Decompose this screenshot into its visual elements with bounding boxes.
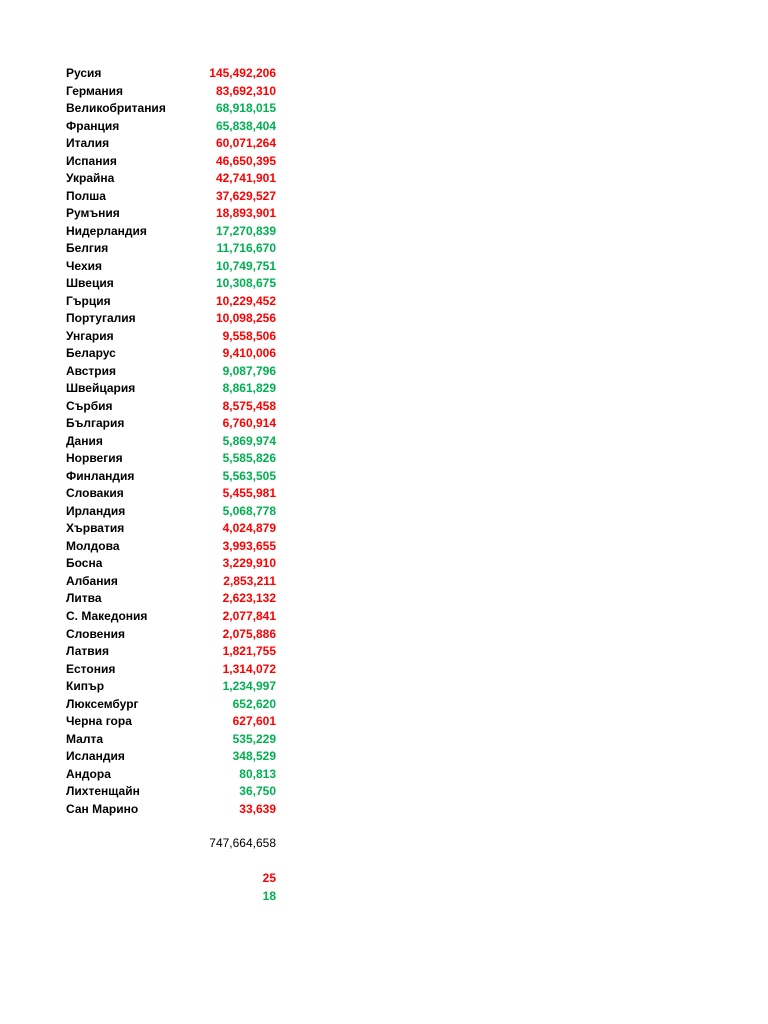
table-row — [66, 783, 276, 801]
table-row — [66, 748, 276, 766]
country-name: Словакия — [66, 486, 124, 501]
population-value: 1,234,997 — [222, 679, 276, 694]
population-value: 3,229,910 — [222, 556, 276, 571]
population-value: 2,075,886 — [222, 626, 276, 641]
country-name: България — [66, 416, 125, 431]
red-count: 25 — [262, 871, 276, 885]
country-name: Нидерландия — [66, 223, 147, 238]
country-name: Норвегия — [66, 451, 123, 466]
table-row — [66, 223, 276, 241]
population-value: 627,601 — [232, 714, 276, 729]
population-value: 11,716,670 — [216, 241, 276, 256]
table-row — [66, 468, 276, 486]
table-row — [66, 590, 276, 608]
population-value: 10,229,452 — [215, 293, 276, 308]
table-row — [66, 135, 276, 153]
population-value: 5,068,778 — [222, 503, 276, 518]
country-name: Словения — [66, 626, 125, 641]
table-row — [66, 661, 276, 679]
population-value: 65,838,404 — [215, 118, 276, 133]
country-name: Австрия — [66, 363, 117, 378]
country-name: Андора — [66, 766, 111, 781]
table-row — [66, 450, 276, 468]
table-row — [66, 520, 276, 538]
population-value: 5,585,826 — [222, 451, 276, 466]
country-name: Черна гора — [66, 714, 132, 729]
population-value: 2,853,211 — [223, 573, 276, 588]
population-value: 60,071,264 — [215, 136, 276, 151]
population-value: 1,821,755 — [222, 644, 276, 659]
table-row — [66, 503, 276, 521]
population-value: 3,993,655 — [222, 538, 276, 553]
country-name: Франция — [66, 118, 120, 133]
population-value: 68,918,015 — [215, 101, 276, 116]
population-value: 46,650,395 — [215, 153, 276, 168]
population-value: 8,575,458 — [222, 398, 276, 413]
country-name: Испания — [66, 153, 117, 168]
table-row — [66, 485, 276, 503]
country-name: Кипър — [66, 679, 105, 694]
table-row — [66, 258, 276, 276]
country-name: Литва — [66, 591, 102, 606]
table-row — [66, 100, 276, 118]
color-counts — [66, 870, 276, 905]
population-value: 652,620 — [232, 696, 276, 711]
table-row — [66, 573, 276, 591]
table-row — [66, 608, 276, 626]
country-name: Малта — [66, 731, 103, 746]
table-row — [66, 380, 276, 398]
country-name: Люксембург — [66, 696, 139, 711]
table-row — [66, 328, 276, 346]
population-total: 747,664,658 — [209, 836, 276, 850]
table-row — [66, 118, 276, 136]
country-name: Естония — [66, 661, 116, 676]
table-row — [66, 240, 276, 258]
population-value: 6,760,914 — [222, 416, 276, 431]
population-value: 5,455,981 — [222, 486, 276, 501]
country-name: С. Македония — [66, 608, 148, 623]
table-row — [66, 678, 276, 696]
population-value: 145,492,206 — [209, 66, 276, 80]
table-row — [66, 731, 276, 749]
country-name: Беларус — [66, 346, 116, 361]
country-name: Чехия — [66, 258, 102, 273]
table-row — [66, 363, 276, 381]
population-value: 8,861,829 — [222, 381, 276, 396]
table-row — [66, 433, 276, 451]
country-name: Финландия — [66, 468, 135, 483]
table-row — [66, 801, 276, 819]
country-name: Германия — [66, 83, 124, 98]
country-name: Великобритания — [66, 101, 166, 116]
table-row — [66, 643, 276, 661]
population-value: 9,087,796 — [222, 363, 276, 378]
table-row — [66, 766, 276, 784]
table-row — [66, 713, 276, 731]
population-value: 36,750 — [239, 784, 276, 799]
country-name: Босна — [66, 556, 103, 571]
table-row — [66, 345, 276, 363]
table-row — [66, 555, 276, 573]
country-name: Лихтенщайн — [66, 784, 140, 799]
table-row — [66, 398, 276, 416]
country-name: Италия — [66, 136, 110, 151]
country-name: Албания — [66, 573, 118, 588]
table-row — [66, 626, 276, 644]
population-value: 33,639 — [239, 801, 276, 816]
population-value: 5,869,974 — [222, 433, 276, 448]
country-name: Дания — [66, 433, 103, 448]
table-row — [66, 310, 276, 328]
country-name: Русия — [66, 66, 102, 80]
table-row — [66, 83, 276, 101]
table-row — [66, 275, 276, 293]
table-row — [66, 65, 276, 83]
country-name: Румъния — [66, 206, 120, 221]
population-value: 2,077,841 — [222, 608, 276, 623]
country-name: Сан Марино — [66, 801, 139, 816]
table-row — [66, 293, 276, 311]
population-value: 10,749,751 — [215, 258, 276, 273]
population-value: 10,308,675 — [215, 276, 276, 291]
population-value: 18,893,901 — [215, 206, 276, 221]
population-value: 83,692,310 — [215, 83, 276, 98]
country-name: Швеция — [66, 276, 114, 291]
green-count: 18 — [262, 888, 276, 903]
population-value: 535,229 — [232, 731, 276, 746]
country-name: Сърбия — [66, 398, 113, 413]
country-name: Ирландия — [66, 503, 126, 518]
table-row — [66, 188, 276, 206]
population-value: 42,741,901 — [215, 171, 276, 186]
country-name: Унгария — [66, 328, 114, 343]
population-value: 4,024,879 — [222, 521, 276, 536]
table-row — [66, 696, 276, 714]
population-value: 9,410,006 — [222, 346, 276, 361]
country-name: Исландия — [66, 749, 125, 764]
country-name: Латвия — [66, 644, 110, 659]
table-row — [66, 538, 276, 556]
population-value: 17,270,839 — [215, 223, 276, 238]
population-value: 9,558,506 — [222, 328, 276, 343]
country-name: Гърция — [66, 293, 111, 308]
table-row — [66, 153, 276, 171]
population-value: 37,629,527 — [215, 188, 276, 203]
country-name: Молдова — [66, 538, 120, 553]
population-value: 1,314,072 — [222, 661, 276, 676]
country-name: Португалия — [66, 311, 136, 326]
country-name: Полша — [66, 188, 106, 203]
population-value: 5,563,505 — [222, 468, 276, 483]
table-row — [66, 205, 276, 223]
population-value: 2,623,132 — [222, 591, 276, 606]
country-name: Швейцария — [66, 381, 136, 396]
country-name: Белгия — [66, 241, 109, 256]
population-value: 348,529 — [232, 749, 276, 764]
table-row — [66, 415, 276, 433]
population-table — [66, 65, 276, 818]
table-row — [66, 170, 276, 188]
population-value: 10,098,256 — [215, 311, 276, 326]
country-name: Хърватия — [66, 521, 125, 536]
population-value: 80,813 — [239, 766, 276, 781]
country-name: Украйна — [66, 171, 115, 186]
